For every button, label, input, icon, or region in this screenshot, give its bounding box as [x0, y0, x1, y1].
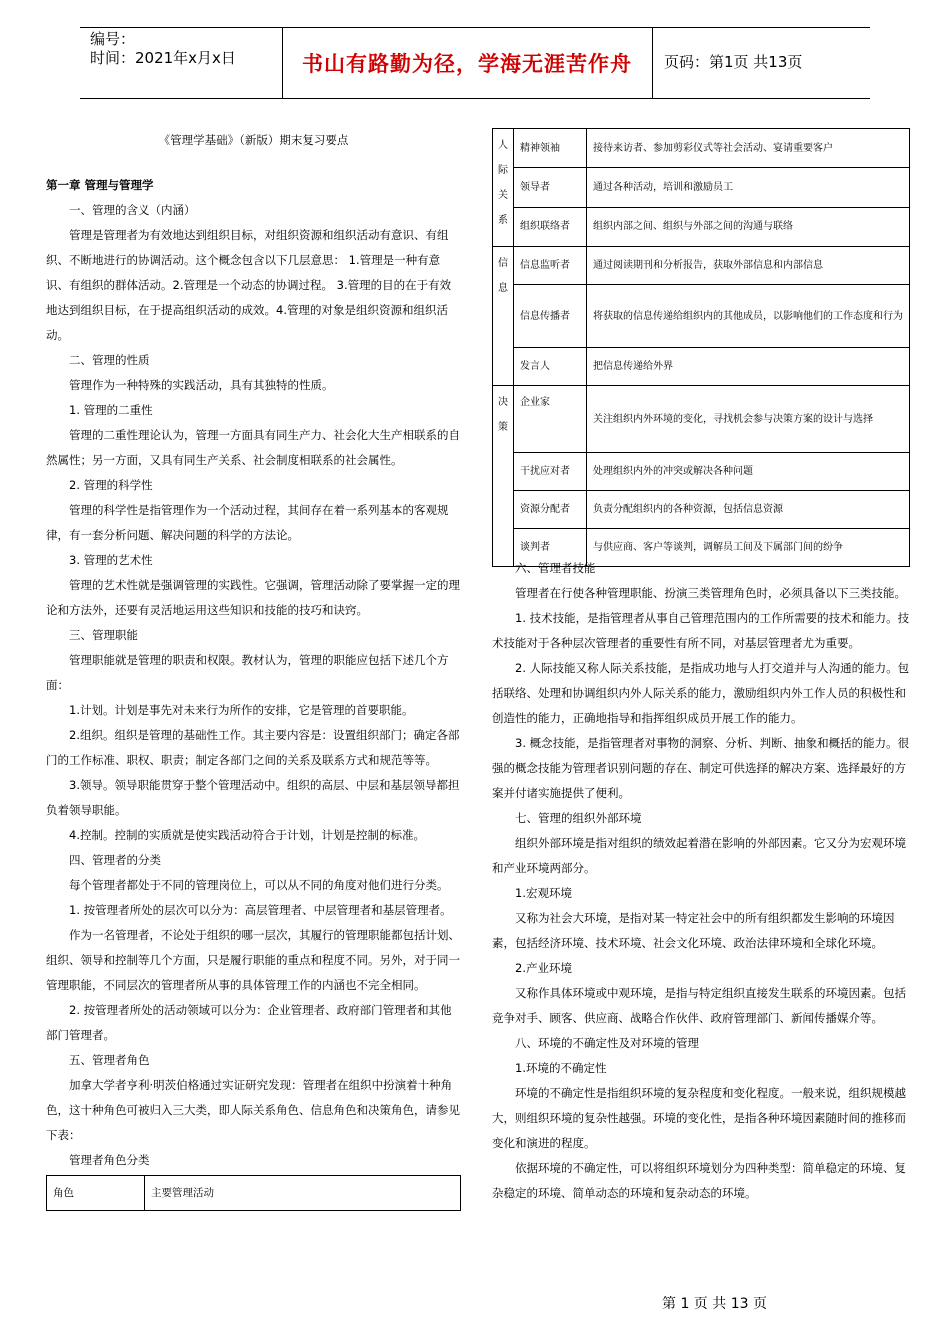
paragraph: 依据环境的不确定性，可以将组织环境划分为四种类型：简单稳定的环境、复杂稳定的环境、简单动态的环境和复杂动态的环境。 [492, 1161, 906, 1200]
list-item: 4.控制。控制的实质就是使实践活动符合于计划，计划是控制的标准。 [69, 828, 425, 842]
page-footer: 第 1 页 共 13 页 [662, 1296, 767, 1312]
table-row [493, 453, 910, 491]
activity-cell: 接待来访者、参加剪彩仪式等社会活动、宴请重要客户 [587, 129, 910, 168]
table-caption: 管理者角色分类 [69, 1153, 150, 1167]
section-heading: 七、管理的组织外部环境 [515, 811, 642, 825]
table-row [493, 129, 910, 168]
subsection-heading: 1. 管理的二重性 [69, 403, 153, 417]
subsection-heading: 3. 管理的艺术性 [69, 553, 153, 567]
table-row [493, 207, 910, 246]
section-heading: 三、管理职能 [69, 628, 138, 642]
activity-cell: 与供应商、客户等谈判，调解员工间及下属部门间的纷争 [587, 529, 910, 567]
page-header [80, 27, 870, 99]
subsection-heading: 2.产业环境 [515, 961, 572, 975]
role-cell: 干扰应对者 [514, 453, 587, 491]
list-item: 3.领导。领导职能贯穿于整个管理活动中。组织的高层、中层和基层领导都担负着领导职能。 [46, 778, 460, 817]
roles-table-header [46, 1175, 461, 1211]
header-meta [90, 30, 236, 68]
table-row [493, 168, 910, 207]
role-cell: 信息监听者 [514, 247, 587, 285]
table-row [47, 1176, 461, 1211]
section-heading: 一、管理的含义（内涵） [69, 203, 196, 217]
right-column [492, 556, 910, 1206]
activity-cell: 通过各种活动，培训和激励员工 [587, 168, 910, 207]
list-item: 1.计划。计划是事先对未来行为所作的安排，它是管理的首要职能。 [69, 703, 414, 717]
table-row [493, 491, 910, 529]
time-label: 时间：2021年x月x日 [90, 49, 236, 67]
category-cell: 决策 [493, 386, 514, 567]
paragraph: 又称为社会大环境，是指对某一特定社会中的所有组织都发生影响的环境因素，包括经济环境、技术环境、社会文化环境、政治法律环境和全球化环境。 [492, 911, 895, 950]
section-heading: 四、管理者的分类 [69, 853, 161, 867]
role-cell: 信息传播者 [514, 285, 587, 348]
role-cell: 企业家 [514, 386, 587, 453]
section-heading: 五、管理者角色 [69, 1053, 150, 1067]
activity-cell: 把信息传递给外界 [587, 348, 910, 386]
paragraph: 管理作为一种特殊的实践活动，具有其独特的性质。 [69, 378, 334, 392]
list-item: 2.组织。组织是管理的基础性工作。其主要内容是：设置组织部门；确定各部门的工作标准、职权、职责；制定各部门之间的关系及联系方式和规范等等。 [46, 728, 460, 767]
list-item: 1. 技术技能，是指管理者从事自己管理范围内的工作所需要的技术和能力。技术技能对于各种层次管理者的重要性有所不同，对基层管理者尤为重要。 [492, 611, 910, 650]
section-heading: 八、环境的不确定性及对环境的管理 [515, 1036, 699, 1050]
section-heading: 二、管理的性质 [69, 353, 150, 367]
activity-cell: 通过阅读期刊和分析报告，获取外部信息和内部信息 [587, 247, 910, 285]
subsection-heading: 1.宏观环境 [515, 886, 572, 900]
header-divider [652, 28, 653, 98]
paragraph: 每个管理者都处于不同的管理岗位上，可以从不同的角度对他们进行分类。 [69, 878, 449, 892]
paragraph: 管理者在行使各种管理职能、扮演三类管理角色时，必须具备以下三类技能。 [515, 586, 906, 600]
role-cell: 发言人 [514, 348, 587, 386]
paragraph: 又称作具体环境或中观环境，是指与特定组织直接发生联系的环境因素。包括竞争对手、顾客、供应商、战略合作伙伴、政府管理部门、新闻传播媒介等。 [492, 986, 906, 1025]
activity-cell: 将获取的信息传递给组织内的其他成员，以影响他们的工作态度和行为 [587, 285, 910, 348]
table-header-cell: 主要管理活动 [145, 1176, 461, 1211]
list-item: 1. 按管理者所处的层次可以分为：高层管理者、中层管理者和基层管理者。 [69, 903, 452, 917]
paragraph: 管理的二重性理论认为，管理一方面具有同生产力、社会化大生产相联系的自然属性；另一方面，又具有同生产关系、社会制度相联系的社会属性。 [46, 428, 460, 467]
section-heading: 六、管理者技能 [515, 561, 596, 575]
activity-cell: 组织内部之间、组织与外部之间的沟通与联络 [587, 207, 910, 246]
subsection-heading: 1.环境的不确定性 [515, 1061, 607, 1075]
table-row [493, 247, 910, 285]
category-cell: 人际关系 [493, 129, 514, 247]
chapter-heading: 第一章 管理与管理学 [46, 178, 154, 192]
list-item: 2. 人际技能又称人际关系技能，是指成功地与人打交道并与人沟通的能力。包括联络、处理和协调组织内外人际关系的能力，激励组织内外工作人员的积极性和创造性的能力，正确地指导和指挥组织成员开展工作的能力。 [492, 661, 910, 725]
table-row [493, 386, 910, 453]
header-page-label: 页码：第1页 共13页 [664, 53, 803, 71]
table-row [493, 348, 910, 386]
paragraph: 管理的艺术性就是强调管理的实践性。它强调，管理活动除了要掌握一定的理论和方法外，还要有灵活地运用这些知识和技能的技巧和诀窍。 [46, 578, 460, 617]
paragraph: 管理的科学性是指管理作为一个活动过程，其间存在着一系列基本的客观规律，有一套分析问题、解决问题的科学的方法论。 [46, 503, 449, 542]
list-item: 2. 按管理者所处的活动领域可以分为：企业管理者、政府部门管理者和其他部门管理者。 [46, 1003, 452, 1042]
roles-table [492, 128, 910, 567]
role-cell: 资源分配者 [514, 491, 587, 529]
subsection-heading: 2. 管理的科学性 [69, 478, 153, 492]
role-cell: 谈判者 [514, 529, 587, 567]
category-cell: 信息 [493, 247, 514, 386]
activity-cell: 负责分配组织内的各种资源，包括信息资源 [587, 491, 910, 529]
activity-cell: 关注组织内外环境的变化，寻找机会参与决策方案的设计与选择 [587, 386, 910, 453]
paragraph: 环境的不确定性是指组织环境的复杂程度和变化程度。一般来说，组织规模越大，则组织环境的复杂性越强。环境的变化性，是指各种环境因素随时间的推移而变化和演进的程度。 [492, 1086, 906, 1150]
paragraph: 组织外部环境是指对组织的绩效起着潜在影响的外部因素。它又分为宏观环境和产业环境两部分。 [492, 836, 906, 875]
role-cell: 精神领袖 [514, 129, 587, 168]
activity-cell: 处理组织内外的冲突或解决各种问题 [587, 453, 910, 491]
table-header-cell: 角色 [47, 1176, 145, 1211]
number-label: 编号： [90, 30, 136, 48]
paragraph: 作为一名管理者，不论处于组织的哪一层次，其履行的管理职能都包括计划、组织、领导和控制等几个方面，只是履行职能的重点和程度不同。另外，对于同一管理职能，不同层次的管理者所从事的具体管理工作的内涵也不完全相同。 [46, 928, 460, 992]
table-row [493, 285, 910, 348]
doc-title: 《管理学基础》（新版）期末复习要点 [158, 133, 349, 147]
paragraph: 管理是管理者为有效地达到组织目标，对组织资源和组织活动有意识、有组织、不断地进行的协调活动。这个概念包含以下几层意思： 1.管理是一种有意识、有组织的群体活动。2.管理是一个动态的协调过程。 3.管理的目的在于有效地达到组织目标，在于提高组织活动的成效。4.管理的对象是组织资源和组织活动。 [46, 228, 452, 342]
list-item: 3. 概念技能，是指管理者对事物的洞察、分析、判断、抽象和概括的能力。很强的概念技能为管理者识别问题的存在、制定可供选择的解决方案、选择最好的方案并付诸实施提供了便利。 [492, 736, 910, 800]
role-cell: 领导者 [514, 168, 587, 207]
header-motto: 书山有路勤为径，学海无涯苦作舟 [302, 52, 632, 76]
paragraph: 管理职能就是管理的职责和权限。教材认为，管理的职能应包括下述几个方面： [46, 653, 449, 692]
left-column [46, 128, 461, 1211]
role-cell: 组织联络者 [514, 207, 587, 246]
paragraph: 加拿大学者亨利·明茨伯格通过实证研究发现：管理者在组织中扮演着十种角色，这十种角色可被归入三大类，即人际关系角色、信息角色和决策角色，请参见下表： [46, 1078, 460, 1142]
